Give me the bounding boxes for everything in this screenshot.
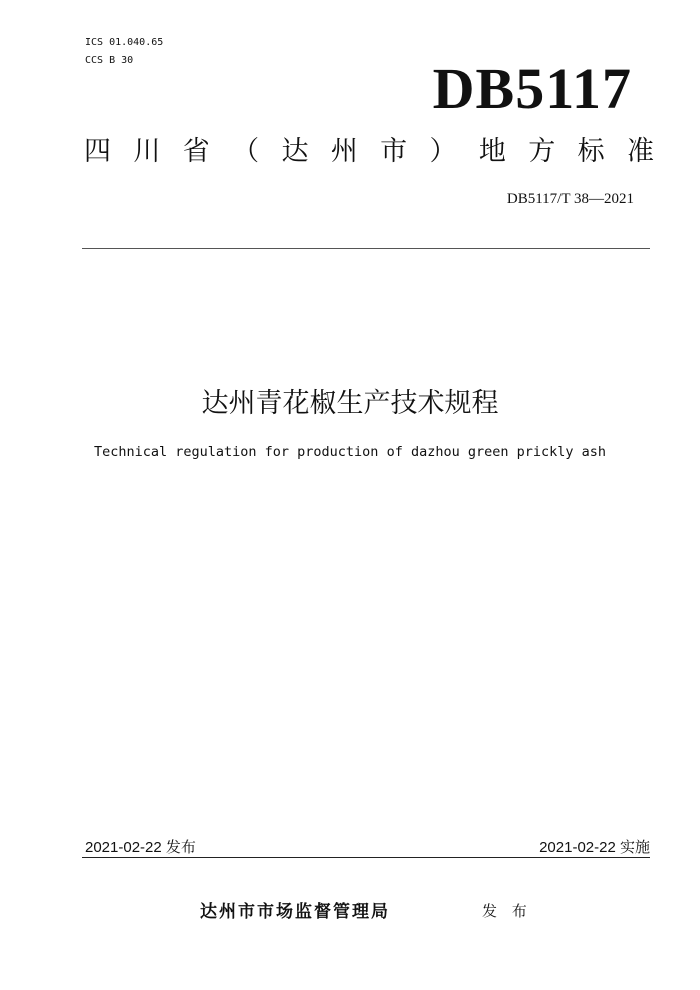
ccs-code: CCS B 30 [85, 55, 134, 66]
issuing-authority: 达州市市场监督管理局 [200, 902, 390, 922]
header-divider [82, 248, 650, 249]
ics-code: ICS 01.040.65 [85, 37, 164, 48]
standard-type-char: 省 [182, 136, 210, 167]
standard-type-char: 市 [380, 136, 408, 167]
issue-label: 发 布 [482, 902, 532, 920]
standard-type-char: 方 [528, 136, 556, 167]
standard-type [84, 134, 654, 170]
standard-type-char: 准 [626, 136, 654, 167]
standard-number: DB5117/T 38—2021 [506, 191, 634, 207]
standard-type-char: 达 [281, 136, 309, 167]
document-title-chinese: 达州青花椒生产技术规程 [201, 388, 499, 419]
standard-code: DB5117 [432, 56, 632, 121]
footer-divider [82, 857, 650, 858]
standard-type-char: 标 [577, 136, 605, 167]
document-title-english: Technical regulation for production of dazhou green prickly ash [93, 444, 607, 460]
standard-type-char: （ [232, 136, 260, 167]
standard-type-char: 地 [478, 136, 506, 167]
standard-type-char: 州 [330, 136, 358, 167]
standard-type-char: 川 [133, 136, 161, 167]
standard-type-char: 四 [84, 136, 111, 167]
standard-type-char: ） [429, 136, 457, 167]
publish-date: 2021-02-22 发布 [85, 839, 196, 856]
implementation-date: 2021-02-22 实施 [539, 839, 650, 856]
